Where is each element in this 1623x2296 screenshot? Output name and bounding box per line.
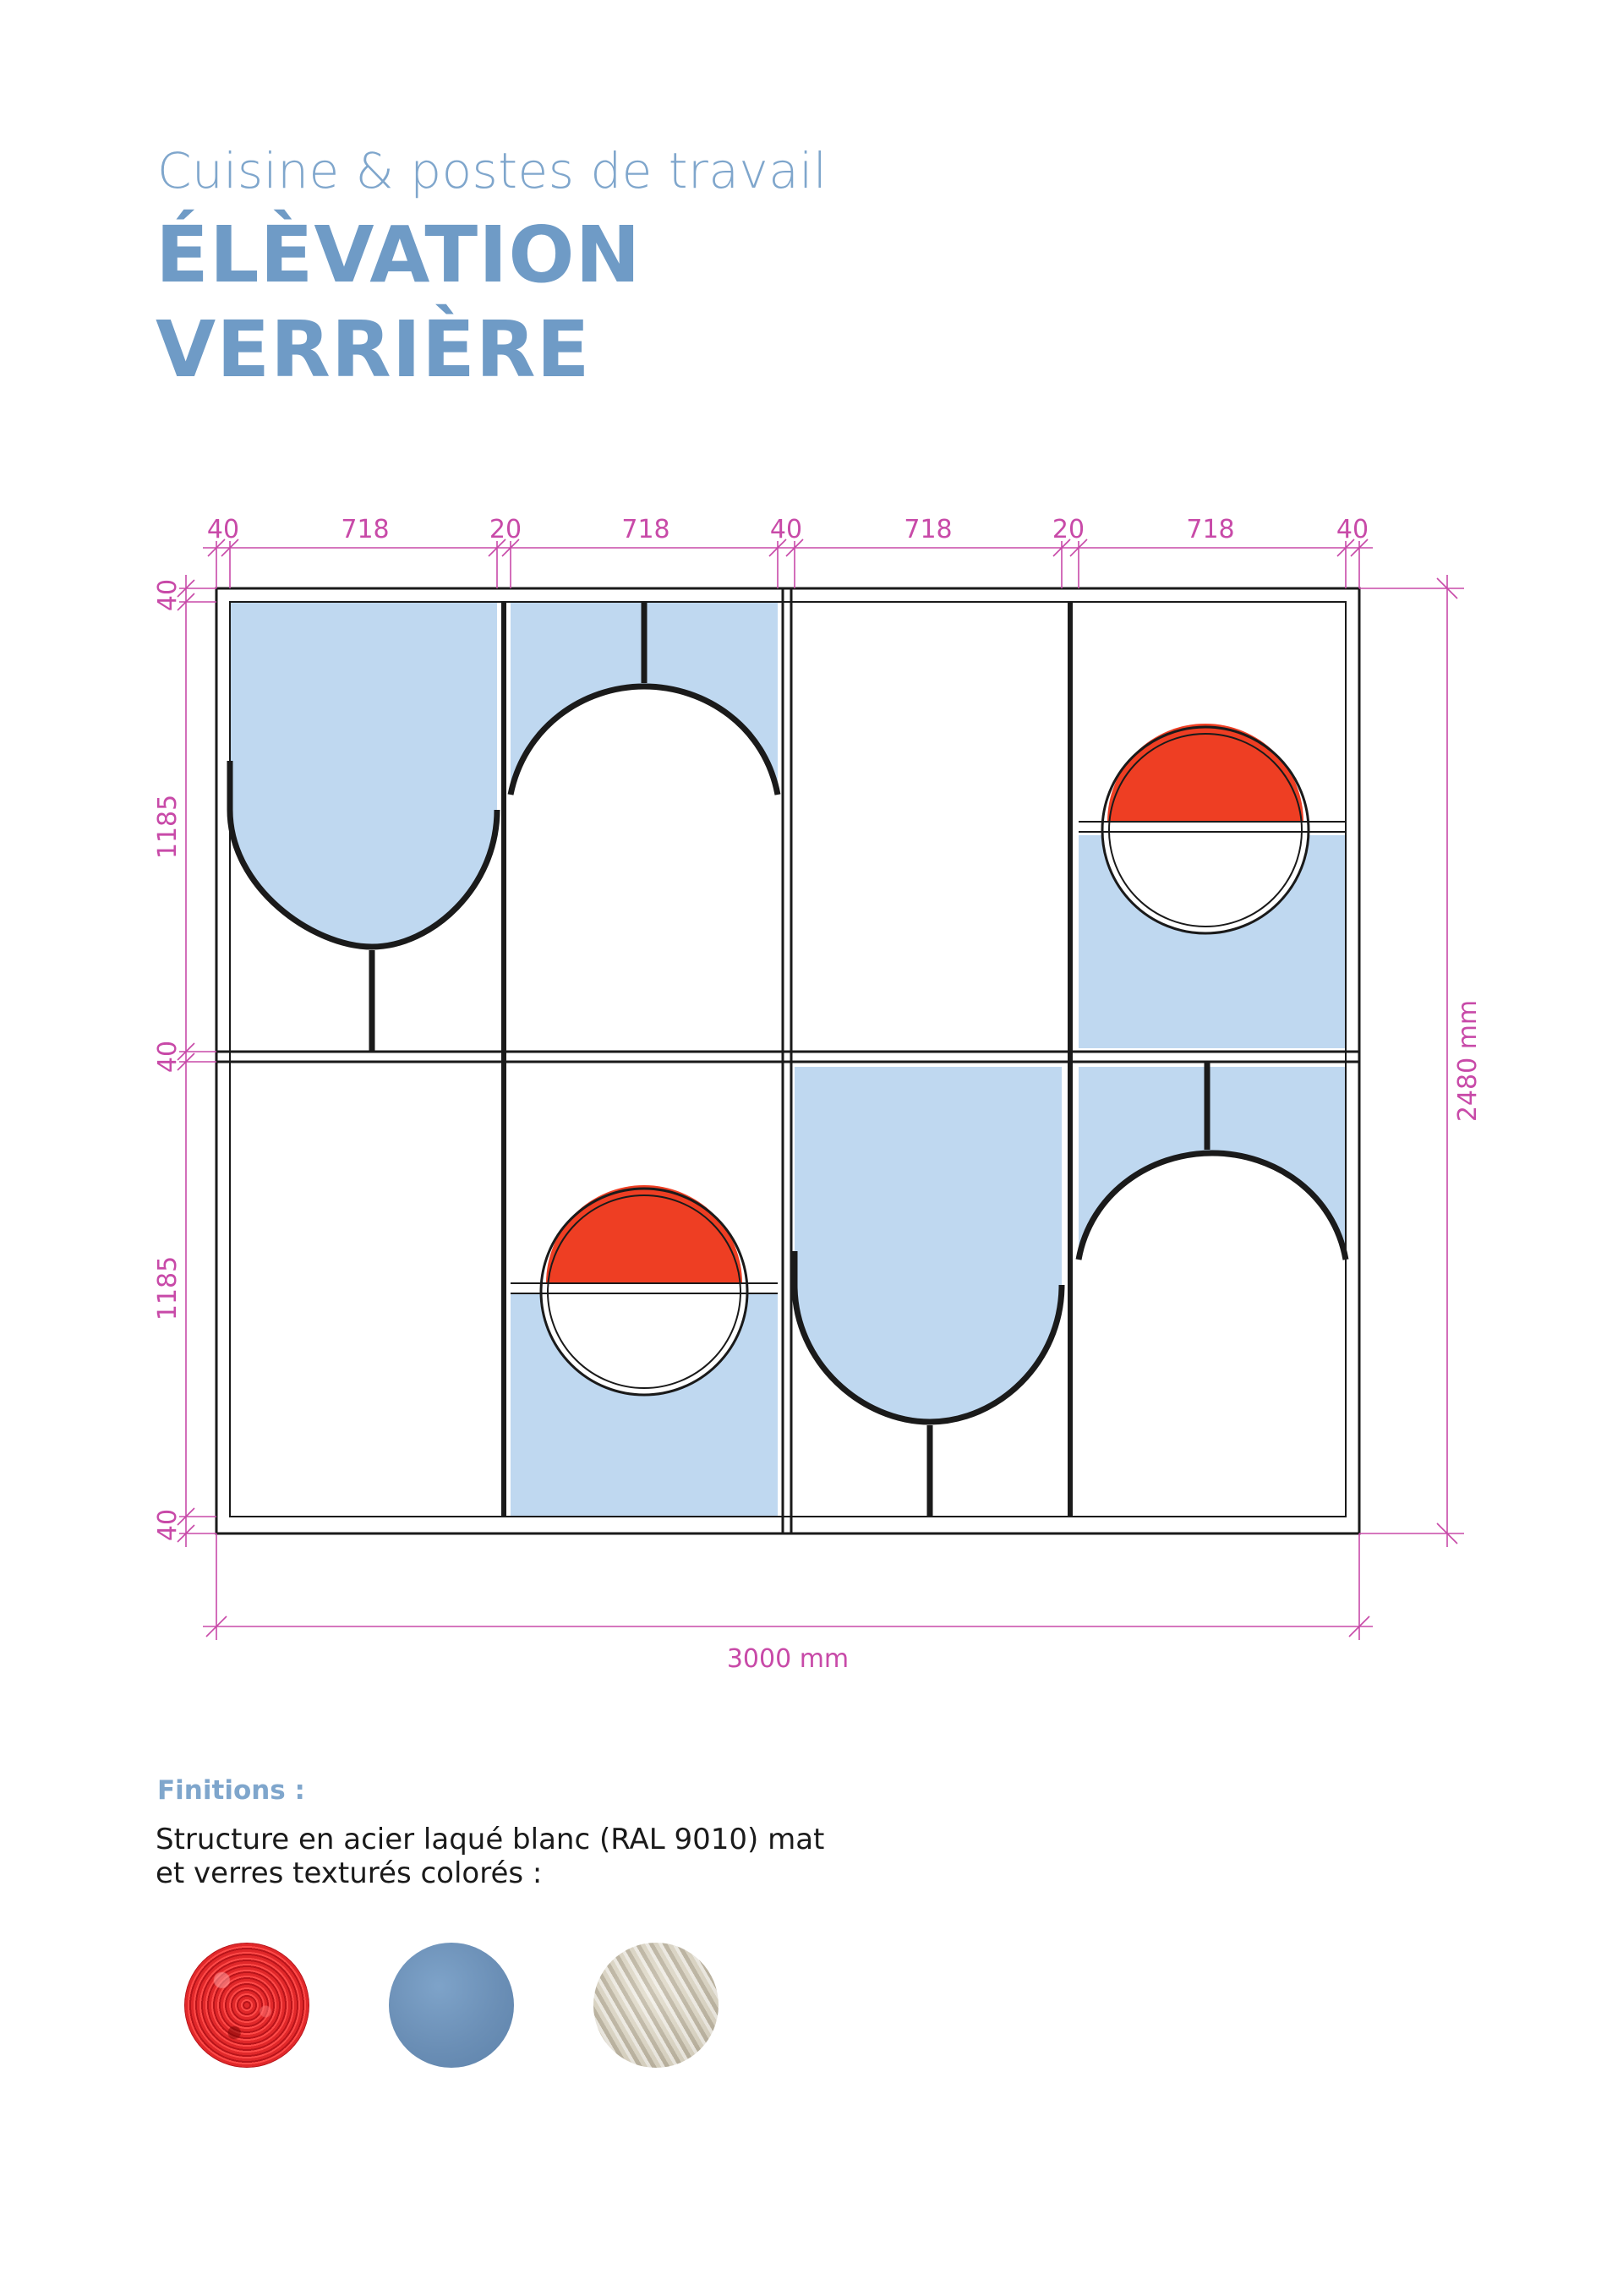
page-subtitle: Cuisine & postes de travail xyxy=(157,142,828,200)
glass-panes xyxy=(230,602,1346,1517)
finishes-line-2: et verres texturés colorés : xyxy=(156,1856,543,1890)
dim-left-1: 1185 xyxy=(153,794,183,860)
blue-pane-u-shape-2 xyxy=(795,1067,1062,1422)
overall-height-label: 2480 mm xyxy=(1453,999,1483,1123)
red-half-2 xyxy=(546,1185,742,1283)
dim-left-2: 40 xyxy=(153,1040,183,1074)
dim-top-2: 20 xyxy=(489,515,522,544)
top-dimension-labels xyxy=(207,515,1369,544)
dim-top-6: 20 xyxy=(1052,515,1085,544)
finishes-description xyxy=(156,1823,824,1890)
dim-top-0: 40 xyxy=(206,515,240,544)
blue-glass-swatch xyxy=(389,1943,514,2068)
dim-top-7: 718 xyxy=(1186,515,1235,544)
overall-width-label: 3000 mm xyxy=(726,1644,850,1674)
page-title-line1: ÉLÈVATION xyxy=(156,210,642,300)
red-textured-glass-swatch xyxy=(184,1943,309,2068)
blue-pane-u-shape-1 xyxy=(230,602,497,947)
dim-left-3: 1185 xyxy=(153,1255,183,1321)
beige-textured-glass-swatch xyxy=(593,1943,719,2068)
left-dimension-labels xyxy=(153,579,183,1541)
dim-top-3: 718 xyxy=(621,515,670,544)
dim-top-4: 40 xyxy=(769,515,803,544)
finishes-label: Finitions : xyxy=(157,1775,305,1806)
blue-pane-arch-corners-2 xyxy=(1079,1067,1346,1260)
dim-left-0: 40 xyxy=(153,578,183,612)
finishes-line-1: Structure en acier laqué blanc (RAL 9010) mat xyxy=(156,1823,825,1856)
page-title-line2: VERRIÈRE xyxy=(156,304,591,395)
dim-top-1: 718 xyxy=(341,515,390,544)
dim-top-5: 718 xyxy=(904,515,953,544)
red-half-1 xyxy=(1107,724,1303,822)
dim-top-8: 40 xyxy=(1336,515,1369,544)
dim-left-4: 40 xyxy=(153,1508,183,1542)
